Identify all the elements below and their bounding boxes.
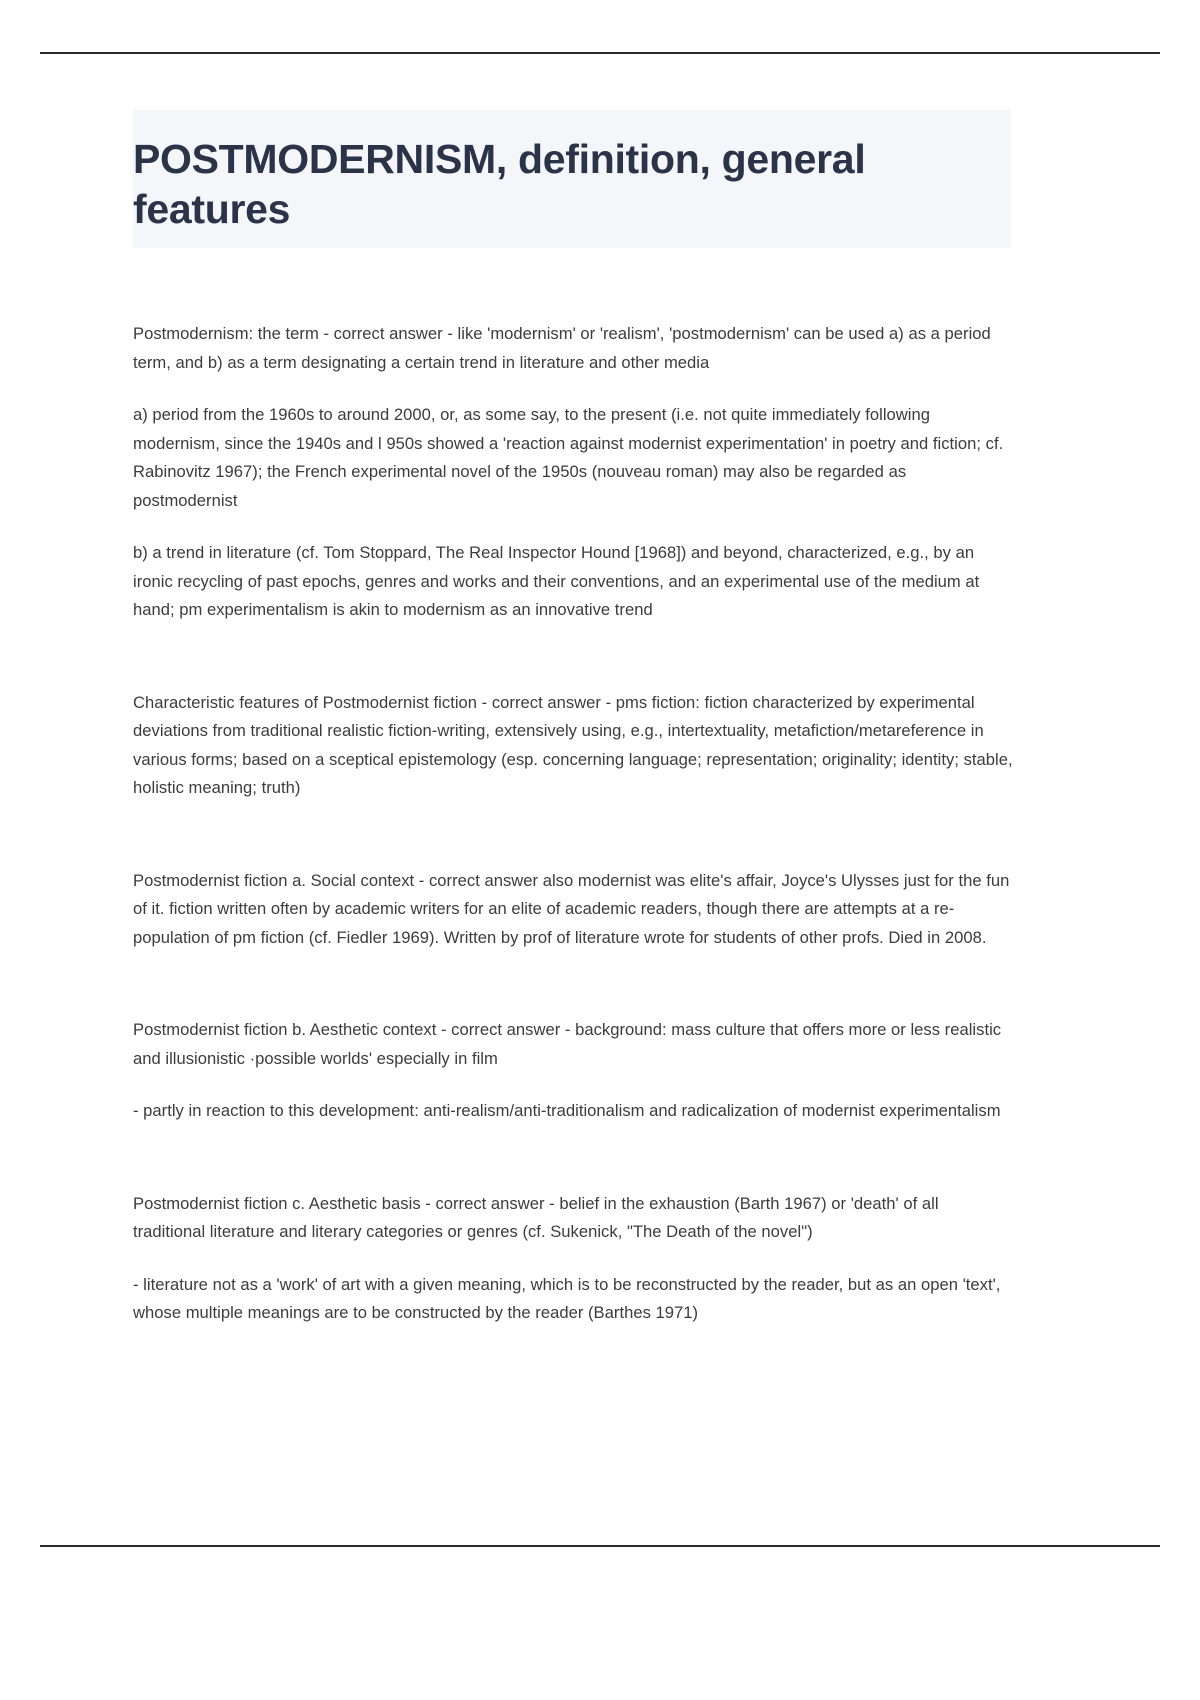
section-divider: [133, 827, 1013, 867]
paragraph: - literature not as a 'work' of art with a given meaning, which is to be reconstructed by the reader, but as an open 'text', whose multiple meanings are to be constructed by the reader (Barthes 1971): [133, 1274, 1001, 1323]
section-aesthetic-basis: [133, 1190, 1013, 1328]
section-divider: [133, 1150, 1013, 1190]
section-the-term: [133, 320, 1013, 625]
paragraph: Postmodernism: the term - correct answer - like 'modernism' or 'realism', 'postmodernism' can be used a) as a period term, and b) as a term designating a certain trend in literature and other media: [133, 324, 991, 372]
page-bottom-rule: [40, 1545, 1160, 1547]
section-divider: [133, 649, 1013, 689]
paragraph: Postmodernist fiction c. Aesthetic basis - correct answer - belief in the exhaustion (Barth 1967) or 'death' of all traditional literature and literary categories or genres (cf. Sukenick, "The Death of the novel"): [133, 1193, 939, 1242]
section-aesthetic-context: [133, 1016, 1013, 1126]
paragraph: - partly in reaction to this development: anti-realism/anti-traditionalism and radicalization of modernist experimentalism: [133, 1101, 1001, 1121]
paragraph: a) period from the 1960s to around 2000, or, as some say, to the present (i.e. not quite immediately following modernism, since the 1940s and l 950s showed a 'reaction against modernist experimentation' in poetry and fiction; cf. Rabinovitz 1967); the French experimental novel of the 1950s (nouveau roman) may also be regarded as postmodernist: [133, 405, 1004, 510]
page-title: POSTMODERNISM, definition, general features: [133, 136, 866, 233]
section-social-context: [133, 867, 1013, 953]
title-block: [133, 110, 1011, 248]
document-content: [133, 110, 1013, 1352]
paragraph: b) a trend in literature (cf. Tom Stoppard, The Real Inspector Hound [1968]) and beyond, characterized, e.g., by an ironic recycling of past epochs, genres and works and their conventions, and an experimental use of the medium at hand; pm experimentalism is akin to modernism as an innovative trend: [133, 543, 980, 620]
paragraph: Postmodernist fiction a. Social context - correct answer also modernist was elite's affair, Joyce's Ulysses just for the fun of it. fiction written often by academic writers for an elite of academic readers, though there are attempts at a re-population of pm fiction (cf. Fiedler 1969). Written by prof of literature wrote for students of other profs. Died in 2008.: [133, 870, 1010, 947]
section-divider: [133, 976, 1013, 1016]
paragraph: Characteristic features of Postmodernist fiction - correct answer - pms fiction: fiction characterized by experimental deviations from traditional realistic fiction-writing, extensively using, e.g., intertextuality, metafiction/metareference in various forms; based on a sceptical epistemology (esp. concerning language; representation; originality; identity; stable, holistic meaning; truth): [133, 692, 1013, 798]
page-top-rule: [40, 52, 1160, 54]
document-body: [133, 320, 1013, 1328]
paragraph: Postmodernist fiction b. Aesthetic context - correct answer - background: mass culture that offers more or less realistic and illusionistic ·possible worlds' especially in film: [133, 1020, 1002, 1068]
section-characteristic-features: [133, 689, 1013, 803]
